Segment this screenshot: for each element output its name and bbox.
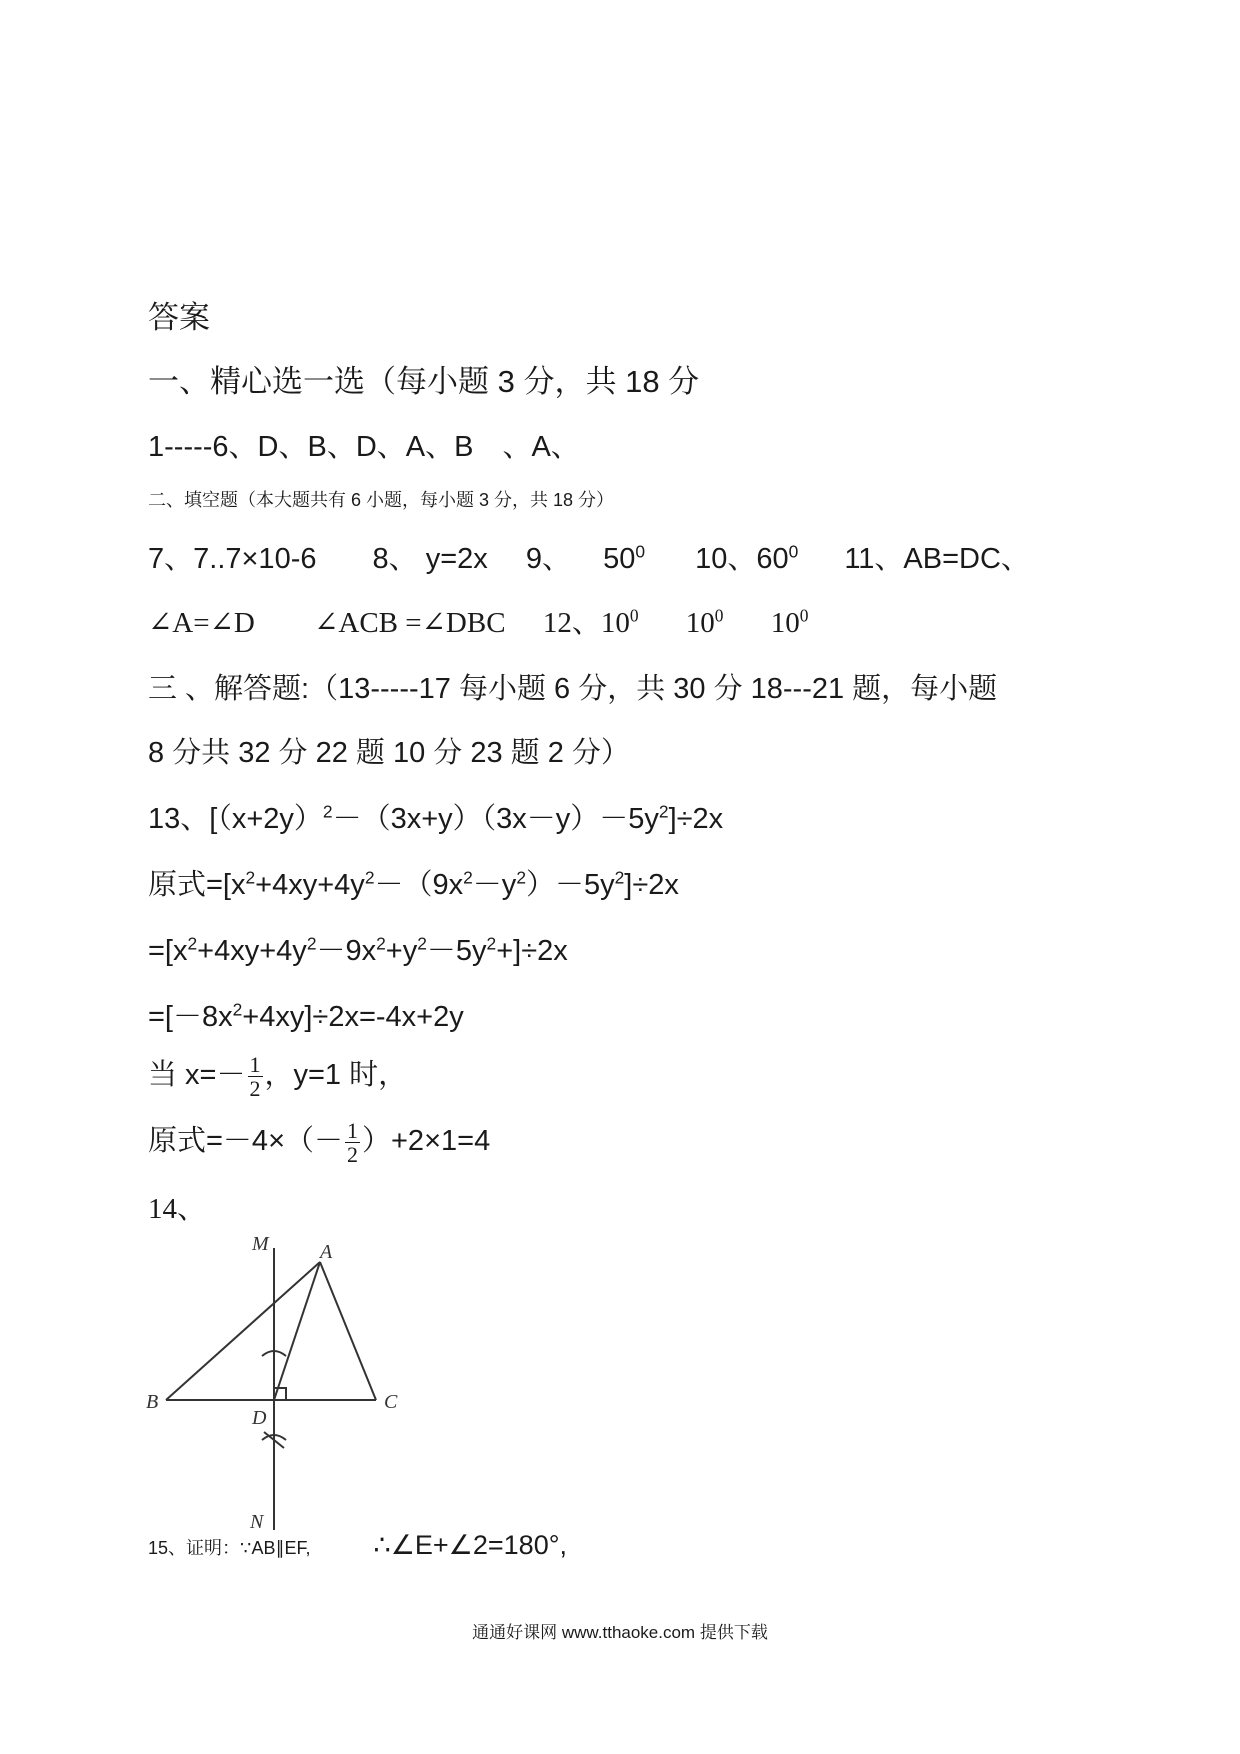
- answer-q12-value2: 10: [685, 607, 715, 639]
- q13-line1-b: －（3x+y）（3x－y）－5y: [332, 803, 659, 835]
- answer-q12-sup2: 0: [714, 605, 724, 626]
- q13-line3-s5: 2: [486, 933, 497, 954]
- q13-line2: [148, 862, 679, 903]
- q13-line6-fraction: [345, 1119, 360, 1166]
- q13-line2-f: ]÷2x: [624, 869, 679, 901]
- fraction-numerator: 1: [347, 1117, 358, 1143]
- fraction-denominator: 2: [347, 1141, 358, 1167]
- answer-q12-sup3: 0: [799, 605, 809, 626]
- point-label-a: A: [320, 1241, 333, 1263]
- answer-q12: 12、10: [542, 607, 630, 639]
- answer-q10-sup: 0: [788, 541, 799, 562]
- q13-line5-a: 当 x=－: [148, 1059, 246, 1091]
- q13-line3-b: +4xy+4y: [197, 935, 307, 967]
- point-label-m: M: [252, 1233, 269, 1255]
- answer-q9-label: 9、: [525, 543, 571, 575]
- q13-line1-sup: 2: [322, 801, 333, 822]
- q13-line1: [148, 796, 723, 837]
- q13-line2-s2: 2: [364, 867, 375, 888]
- q13-line6-a: 原式=－4×（－: [148, 1125, 343, 1157]
- q13-line3-s4: 2: [417, 933, 427, 954]
- point-label-c: C: [384, 1391, 398, 1413]
- q13-line2-s1: 2: [245, 867, 256, 888]
- q13-line3-d: +y: [385, 935, 418, 967]
- section3-title-line2: 8 分共 32 分 22 题 10 分 23 题 2 分）: [148, 737, 630, 769]
- fraction-numerator: 1: [249, 1051, 261, 1077]
- section3-title-line1: 三 、解答题:（13-----17 每小题 6 分，共 30 分 18---21 题，每小题: [148, 673, 998, 705]
- section2-line1: [148, 536, 1030, 577]
- q13-line3-f: +]÷2x: [496, 935, 568, 967]
- point-label-b: B: [146, 1391, 159, 1413]
- q13-line2-e: ）－5y: [525, 869, 615, 901]
- q13-line3-s2: 2: [306, 933, 317, 954]
- q13-line3-a: =[x: [148, 935, 188, 967]
- q13-line2-b: +4xy+4y: [255, 869, 365, 901]
- q13-line2-s5: 2: [614, 867, 625, 888]
- q15-line: [148, 1530, 567, 1561]
- q13-line4-b: +4xy]÷2x=-4x+2y: [242, 1001, 464, 1033]
- q13-line5-b: ，y=1 时，: [264, 1059, 408, 1091]
- q15-conclusion: ∴∠E+∠2=180°,: [373, 1530, 568, 1560]
- section2-title: 二、填空题（本大题共有 6 小题，每小题 3 分，共 18 分）: [148, 490, 615, 510]
- section2-line2: [148, 600, 808, 641]
- page-footer: 通通好课网 www.tthaoke.com 提供下载: [472, 1623, 768, 1642]
- answer-q9-value: 50: [603, 543, 636, 575]
- q13-line2-a: 原式=[x: [148, 869, 246, 901]
- q15-given: 15、证明：∵AB∥EF,: [148, 1538, 311, 1558]
- segment-ac: [320, 1262, 376, 1400]
- q13-line3-e: －5y: [426, 935, 487, 967]
- q13-line4: [148, 994, 464, 1035]
- q13-line4-s1: 2: [232, 999, 243, 1020]
- q13-line2-d: －y: [472, 869, 517, 901]
- q13-line5: [148, 1052, 407, 1100]
- q13-line6: [148, 1118, 490, 1166]
- q13-line4-a: =[－8x: [148, 1001, 233, 1033]
- q14-label: 14、: [148, 1193, 207, 1225]
- answer-q10: 10、60: [695, 543, 789, 575]
- q13-line6-b: ）+2×1=4: [362, 1125, 491, 1157]
- answer-q11-angle-a: ∠A=∠D: [148, 607, 255, 639]
- q13-line1-c: ]÷2x: [668, 803, 724, 835]
- q13-line3-s3: 2: [376, 933, 386, 954]
- point-label-n: N: [250, 1511, 264, 1533]
- answer-q11-angle-acb: ∠ACB =∠DBC: [314, 607, 506, 639]
- q13-line3-c: －9x: [316, 935, 377, 967]
- q13-line2-s4: 2: [516, 867, 526, 888]
- section1-title: 一、精心选一选（每小题 3 分，共 18 分: [148, 364, 700, 399]
- answer-q12-value3: 10: [770, 607, 800, 639]
- answer-q9-sup: 0: [635, 541, 645, 562]
- q13-line5-fraction: [248, 1053, 263, 1100]
- answer-q11: 11、AB=DC、: [844, 543, 1030, 575]
- q13-line2-c: －（9x: [374, 869, 464, 901]
- answer-q7: 7、7..7×10-6: [148, 543, 317, 575]
- q13-line2-s3: 2: [463, 867, 473, 888]
- answer-q8: 8、 y=2x: [372, 543, 488, 575]
- section1-answers: 1-----6、D、B、D、A、B 、A、: [148, 431, 580, 463]
- q13-line3: [148, 928, 568, 969]
- q13-line1-a: 13、[（x+2y）: [148, 803, 323, 835]
- fraction-denominator: 2: [249, 1075, 261, 1101]
- answer-q12-sup1: 0: [629, 605, 639, 626]
- page-heading: 答案: [148, 300, 210, 335]
- point-label-d: D: [252, 1407, 267, 1429]
- q13-line3-s1: 2: [187, 933, 198, 954]
- q14-geometry-figure: [140, 1228, 420, 1538]
- q13-line1-sup2: 2: [658, 801, 669, 822]
